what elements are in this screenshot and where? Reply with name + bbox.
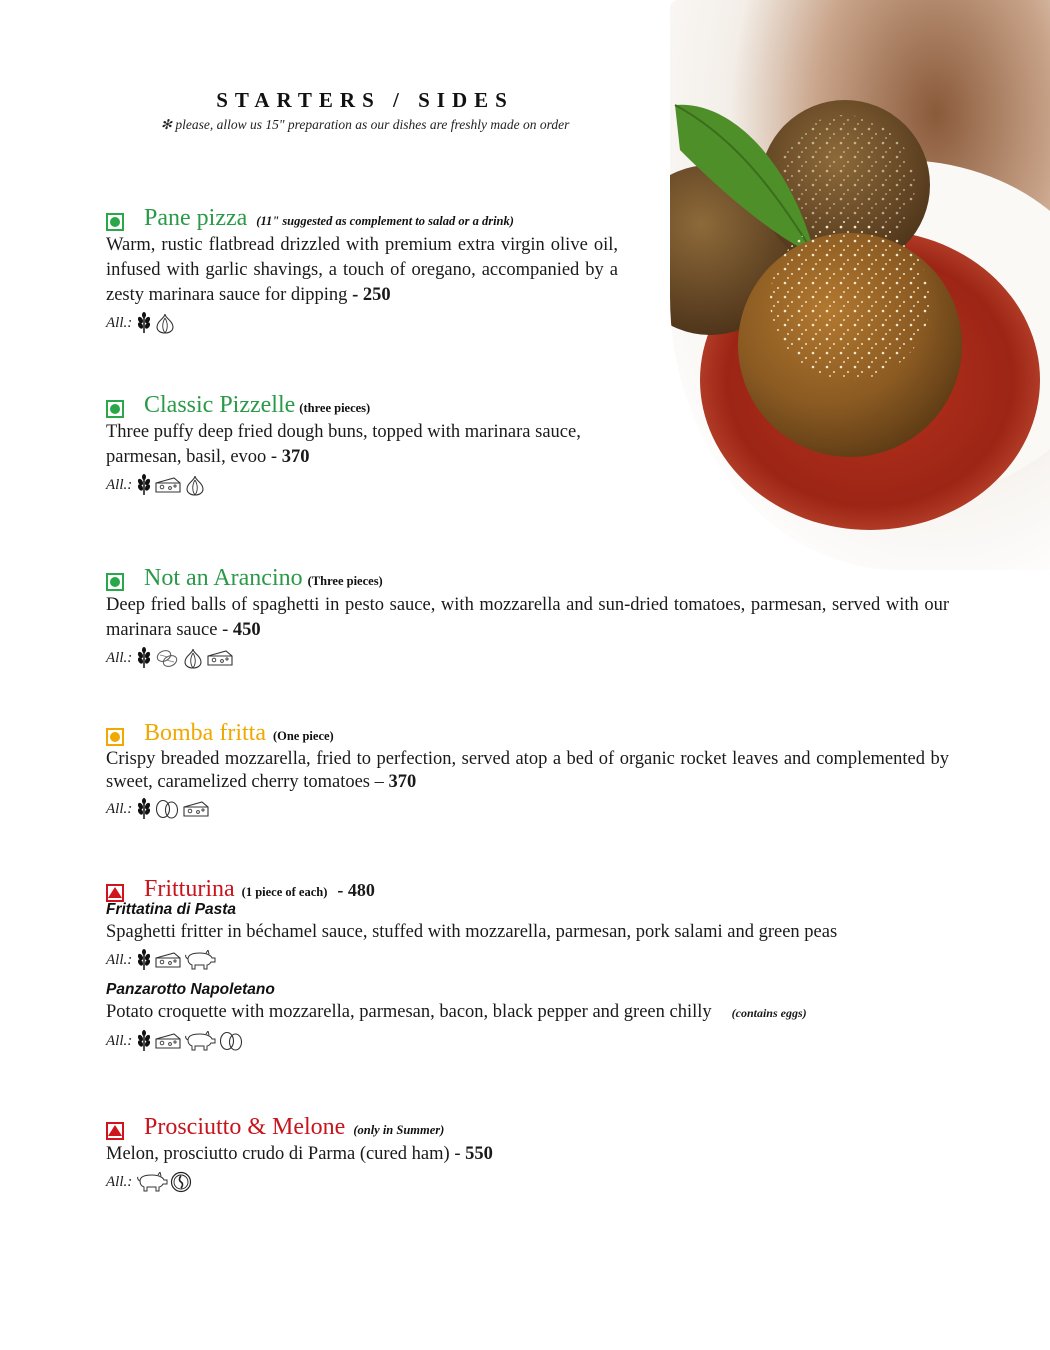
cheese-icon: [154, 475, 182, 495]
subitem-name: Panzarotto Napoletano: [106, 981, 275, 998]
cheese-icon: [154, 1031, 182, 1051]
nonveg-icon: [106, 884, 124, 902]
garlic-icon: [182, 647, 204, 669]
wheat-icon: [136, 647, 152, 669]
menu-item-fritturina: [106, 876, 949, 1052]
nuts-icon: [154, 647, 180, 669]
allergen-label: All.:: [106, 476, 133, 493]
allergen-label: All.:: [106, 1173, 133, 1190]
hero-food-photo: [670, 0, 1050, 570]
cheese-icon: [206, 648, 234, 668]
item-description: Crispy breaded mozzarella, fried to perfection, served atop a bed of organic rocket leaves and complemented by sweet, caramelized cherry tomatoes – 370: [106, 749, 949, 792]
item-description: Warm, rustic flatbread drizzled with premium extra virgin olive oil, infused with garlic shavings, a touch of oregano, accompanied by a zesty marinara sauce for dipping - 250: [106, 235, 618, 305]
item-price: 450: [232, 620, 261, 640]
item-qualifier: (1 piece of each): [241, 885, 328, 899]
allergen-label: All.:: [106, 314, 133, 331]
contains-eggs-note: (contains eggs): [731, 1006, 807, 1020]
wheat-icon: [136, 312, 152, 334]
sulphite-icon: [170, 1171, 192, 1193]
allergen-label: All.:: [106, 649, 133, 666]
egg-icon: [218, 1030, 244, 1052]
item-name: Prosciutto & Melone: [144, 1114, 346, 1140]
allergen-list: [106, 798, 949, 820]
cheese-icon: [154, 950, 182, 970]
item-qualifier: (Three pieces): [307, 574, 383, 588]
allergen-list: [106, 312, 618, 334]
preparation-note: ✻ please, allow us 15" preparation as our dishes are freshly made on order: [160, 117, 570, 132]
pork-icon: [184, 950, 216, 970]
allergen-label: All.:: [106, 951, 133, 968]
menu-header: [105, 88, 625, 133]
menu-item-bomba-fritta: [106, 720, 949, 820]
pork-icon: [136, 1172, 168, 1192]
allergen-label: All.:: [106, 1032, 133, 1049]
menu-item-pane-pizza: [106, 205, 618, 334]
subitem-description: Spaghetti fritter in béchamel sauce, stuffed with mozzarella, parmesan, pork salami and green peas: [106, 922, 838, 942]
item-price: 370: [281, 447, 310, 467]
allergen-list: [106, 949, 949, 971]
veg-icon: [106, 573, 124, 591]
veg-icon: [106, 213, 124, 231]
wheat-icon: [136, 949, 152, 971]
item-description: Melon, prosciutto crudo di Parma (cured ham) - 550: [106, 1144, 493, 1164]
allergen-list: [106, 647, 949, 669]
item-price-group: - 480: [337, 880, 375, 900]
menu-item-not-an-arancino: [106, 565, 949, 669]
item-name: Pane pizza: [144, 205, 248, 231]
wheat-icon: [136, 474, 152, 496]
egg-diet-icon: [106, 728, 124, 746]
item-price: 370: [388, 772, 417, 792]
cheese-icon: [182, 799, 210, 819]
subitem-description: Potato croquette with mozzarella, parmesan, bacon, black pepper and green chilly (contains eggs): [106, 1002, 807, 1022]
item-name: Classic Pizzelle: [144, 392, 296, 418]
item-qualifier: (only in Summer): [353, 1123, 445, 1137]
wheat-icon: [136, 798, 152, 820]
allergen-list: [106, 1030, 949, 1052]
item-name: Not an Arancino: [144, 565, 303, 591]
pork-icon: [184, 1031, 216, 1051]
item-name: Fritturina: [144, 876, 235, 902]
veg-icon: [106, 400, 124, 418]
menu-item-classic-pizzelle: [106, 392, 618, 496]
item-price: 480: [347, 880, 375, 900]
allergen-list: [106, 474, 618, 496]
item-price: 550: [465, 1144, 493, 1164]
item-name: Bomba fritta: [144, 720, 266, 746]
egg-icon: [154, 798, 180, 820]
garlic-icon: [184, 474, 206, 496]
menu-item-prosciutto-melone: [106, 1114, 949, 1193]
item-description: Deep fried balls of spaghetti in pesto sauce, with mozzarella and sun-dried tomatoes, parmesan, served with our marinara sauce - 450: [106, 595, 949, 640]
allergen-label: All.:: [106, 800, 133, 817]
item-description: Three puffy deep fried dough buns, topped with marinara sauce, parmesan, basil, evoo - 370: [106, 422, 581, 467]
garlic-icon: [154, 312, 176, 334]
wheat-icon: [136, 1030, 152, 1052]
page-title: STARTERS / SIDES: [216, 88, 514, 112]
nonveg-icon: [106, 1122, 124, 1140]
item-qualifier: (11" suggested as complement to salad or a drink): [256, 214, 514, 228]
allergen-list: [106, 1171, 949, 1193]
item-qualifier: (One piece): [272, 729, 334, 743]
item-qualifier: (three pieces): [299, 401, 371, 415]
subitem-name: Frittatina di Pasta: [106, 901, 237, 918]
item-price: 250: [362, 285, 391, 305]
